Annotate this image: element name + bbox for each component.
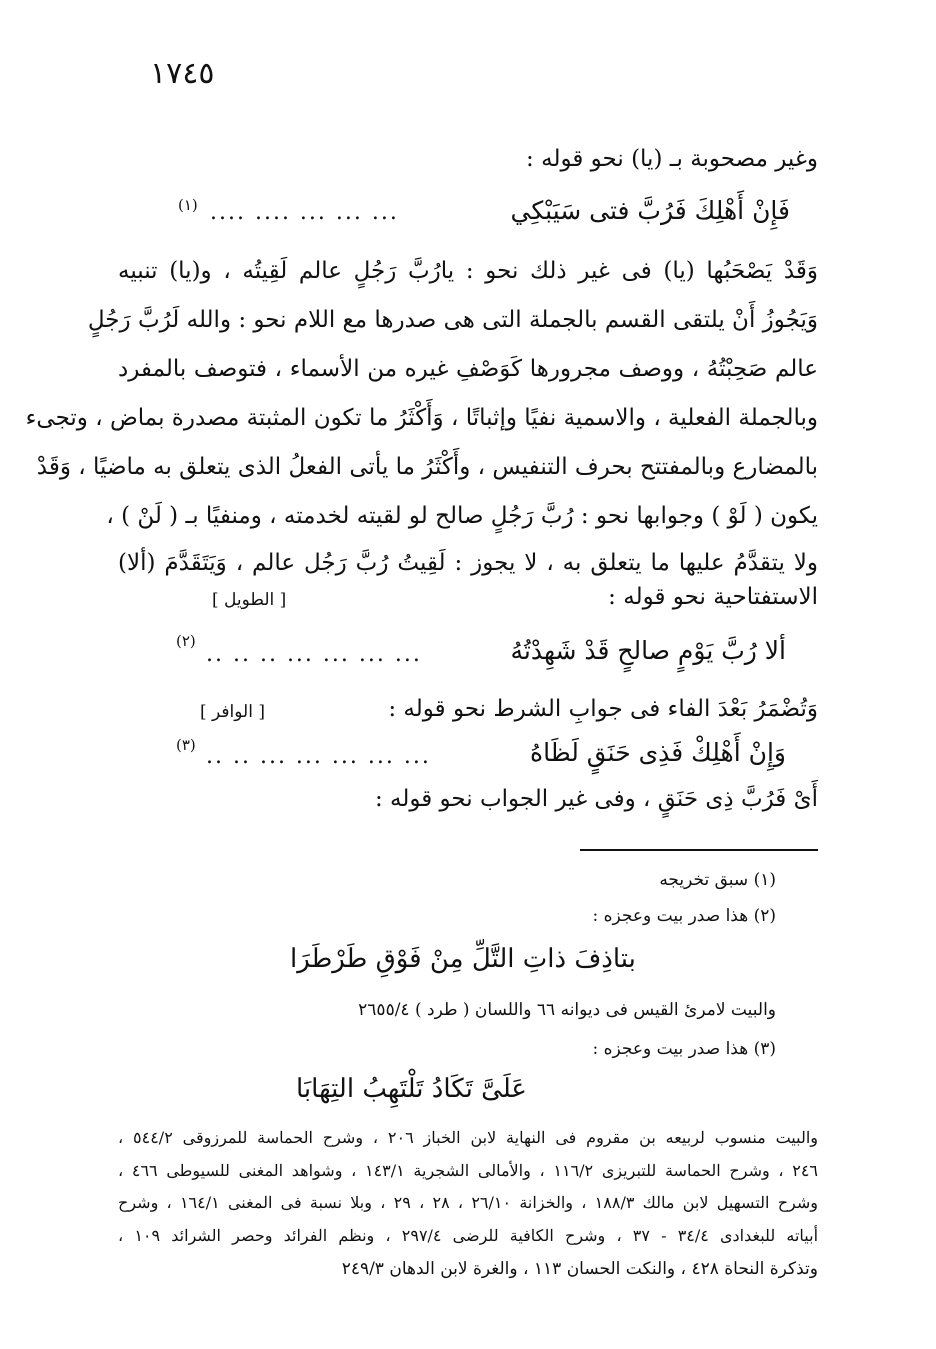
footnote-3-source-line-3: وشرح التسهيل لابن مالك ١٨٨/٣ ، والخزانة ٢٦/١٠ ، ٢٨ ، ٢٩ ، وبلا نسبة فى المغنى ١٦٤/١ ، وشرح <box>118 1193 819 1212</box>
meter-label-tawil: [ الطويل ] <box>212 590 287 610</box>
footnote-separator <box>580 849 818 851</box>
meter-label-wafir: [ الوافر ] <box>200 702 265 722</box>
verse-2-note: (٢) <box>176 632 196 650</box>
verse-1-dots: .... .... ... ... ... <box>210 200 399 225</box>
footnote-1: (١) سبق تخريجه <box>659 870 776 890</box>
ay-farubba-line: أَىْ فَرُبَّ ذِى حَنَقٍ ، وفى غير الجواب نحو قوله : <box>374 786 818 812</box>
paragraph-line-6: يكون ( لَوْ ) وجوابها نحو : رُبَّ رَجُلٍ صالح لو لقيته لخدمته ، ومنفيًا بـ ( لَنْ ) ، <box>106 503 818 529</box>
verse-3-dots: .. .. ... ... ... ... ... <box>206 744 431 769</box>
verse-1-note: (١) <box>178 196 198 214</box>
paragraph-line-3: عالم صَحِبْتُهُ ، ووصف مجرورها كَوَصْفِ غيره من الأسماء ، فتوصف بالمفرد <box>118 356 818 382</box>
footnote-3-intro: (٣) هذا صدر بيت وعجزه : <box>592 1039 776 1059</box>
verse-3-text: وَإِنْ أَهْلِكْ فَذِى حَنَقٍ لَظَاهُ <box>530 738 786 767</box>
paragraph-line-1: وَقَدْ يَصْحَبُها (يا) فى غير ذلك نحو : يارُبَّ رَجُلٍ عالم لَقِيتُه ، و(يا) تنبيه <box>118 258 818 284</box>
verse-2-dots: .. .. .. ... ... ... ... <box>206 642 422 667</box>
footnote-3-source-line-2: ٢٤٦ ، وشرح الحماسة للتبريزى ١١٦/٢ ، والأمالى الشجرية ١٤٣/١ ، وشواهد المغنى للسيوطى ٤٦٦ ، <box>118 1161 819 1180</box>
footnote-3-source-line-4: أبياته للبغدادى ٣٤/٤ - ٣٧ ، وشرح الكافية للرضى ٢٩٧/٤ ، ونظم الفرائد وحصر الشرائد ١٠٩ ، <box>118 1226 819 1245</box>
verse-3-note: (٣) <box>176 736 196 754</box>
paragraph-line-4: وبالجملة الفعلية ، والاسمية نفيًا وإثباتًا ، وَأَكْثَرُ ما تكون المثبتة مصدرة بماض ، وتجىء <box>25 405 818 431</box>
paragraph-line-7: ولا يتقدَّمُ عليها ما يتعلق به ، لا يجوز : لَقِيتُ رُبَّ رَجُل عالم ، وَيَتَقَدَّمَ (ألا) <box>118 550 818 576</box>
footnote-3-verse: عَلَىَّ تَكَادُ تَلْتَهِبُ التِهَابَا <box>296 1074 527 1104</box>
wa-tudmar-line: وَتُضْمَرُ بَعْدَ الفاء فى جوابِ الشرط نحو قوله : <box>388 696 818 722</box>
paragraph-line-8: الاستفتاحية نحو قوله : <box>608 584 818 610</box>
verse-1-text: فَإِنْ أَهْلِكَ فَرُبَّ فتى سَيَبْكِي <box>510 196 790 225</box>
paragraph-line-2: وَيَجُوزُ أَنْ يلتقى القسم بالجملة التى هى صدرها مع اللام نحو : والله لَرُبَّ رَجُلٍ <box>87 307 818 333</box>
paragraph-line-5: بالمضارع وبالمفتتح بحرف التنفيس ، وأَكْثَرُ ما يأتى الفعلُ الذى يتعلق به ماضيًا ، وَقَدْ <box>36 454 818 480</box>
footnote-2-source: والبيت لامرئ القيس فى ديوانه ٦٦ واللسان ( طرد ) ٢٦٥٥/٤ <box>358 1000 776 1020</box>
footnote-2-verse: بتاذِفَ ذاتِ التَّلِّ مِنْ فَوْقِ طَرْطَرَا <box>290 944 636 974</box>
footnote-3-source-line-5: وتذكرة النحاة ٤٢٨ ، والنكت الحسان ١١٣ ، والغرة لابن الدهان ٢٤٩/٣ <box>341 1259 818 1279</box>
verse-2-text: ألا رُبَّ يَوْمٍ صالحٍ قَدْ شَهِدْتُهُ <box>510 636 786 665</box>
page-number: ١٧٤٥ <box>150 56 215 91</box>
intro-line: وغير مصحوبة بـ (يا) نحو قوله : <box>526 146 818 172</box>
footnote-3-source-line-1: والبيت منسوب لربيعه بن مقروم فى النهاية لابن الخباز ٢٠٦ ، وشرح الحماسة للمرزوقى ٥٤٤/٢ ، <box>118 1128 818 1147</box>
footnote-2-intro: (٢) هذا صدر بيت وعجزه : <box>592 906 776 926</box>
